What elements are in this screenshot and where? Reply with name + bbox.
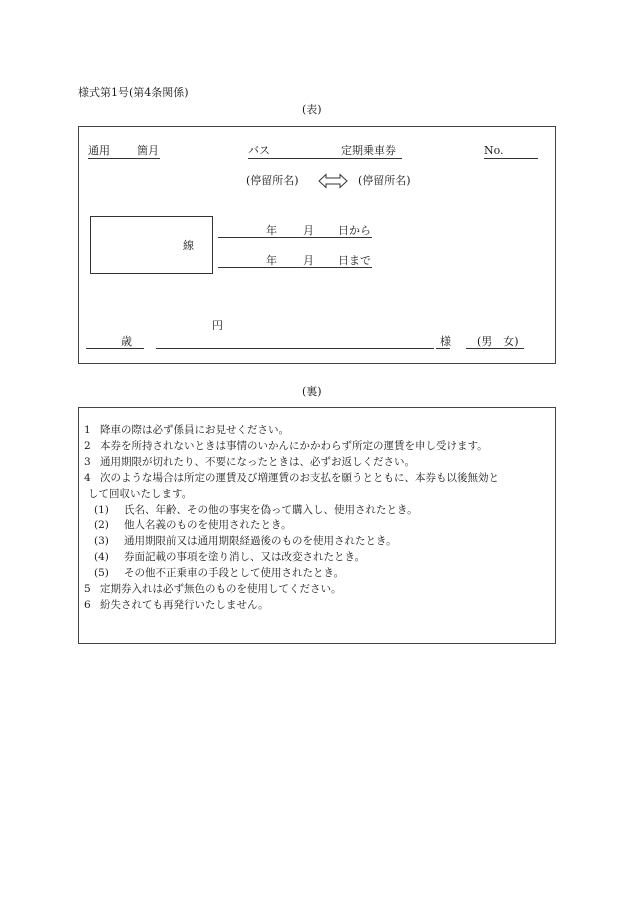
to-month: 月 [303,254,314,267]
note-item: 1 降車の際は必ず係員にお見せください。 [84,424,289,436]
note-item: 5 定期券入れは必ず無色のものを使用してください。 [84,583,342,596]
ticket-title: 定期乗車券 [341,144,396,157]
validity-months: 箇月 [137,144,159,157]
double-arrow-icon [318,173,348,189]
gender-label: (男 女) [477,335,519,348]
age-line [86,348,144,349]
yen-label: 円 [212,319,223,332]
note-item: 2 本券を所持されないときは事情のいかんにかかわらず所定の運賃を申し受けます。 [84,439,488,452]
from-month: 月 [303,224,314,237]
note-subitem: (4) 券面記載の事項を塗り消し、又は改変されたとき。 [94,551,366,564]
honorific-label: 様 [440,335,451,348]
line-label: 線 [183,239,194,252]
note-item: 4 次のような場合は所定の運賃及び増運賃のお支払を願うとともに、本券も以後無効と [84,471,499,484]
back-label: (裏) [302,385,322,398]
valid-to-line [218,267,372,268]
form-number: 様式第1号(第4条関係) [78,86,189,99]
ticket-title-line [248,144,402,159]
note-subitem: (3) 通用期限前又は通用期限経過後のものを使用されたとき。 [94,535,397,548]
ticket-number [484,144,538,159]
notes-list [84,423,554,614]
line-box [90,216,213,274]
validity-period [88,144,160,159]
from-day: 日から [338,224,371,237]
note-item-continuation: して回収いたします。 [88,487,193,500]
holder-name-line [156,348,434,349]
stop-from: (停留所名) [246,174,299,187]
validity-prefix: 通用 [88,144,110,157]
age-label: 歳 [121,335,132,348]
note-subitem: (1) 氏名、年齢、その他の事実を偽って購入し、使用されたとき。 [94,503,418,516]
note-subitem: (2) 他人名義のものを使用されたとき。 [94,519,292,532]
stop-to: (停留所名) [358,174,411,187]
honorific-line [436,348,450,349]
number-label: No. [484,144,504,157]
note-item: 6 紛失されても再発行いたしません。 [84,598,269,611]
bus-label: バス [248,144,270,157]
to-day: 日まで [338,254,371,267]
gender-line [466,348,524,349]
note-item: 3 通用期限が切れたり、不要になったときは、必ずお返しください。 [84,455,415,468]
valid-from-line [218,237,372,238]
from-year: 年 [266,224,277,237]
front-label: (表) [302,103,322,116]
note-subitem: (5) その他不正乗車の手段として使用されたとき。 [94,567,345,580]
to-year: 年 [266,254,277,267]
